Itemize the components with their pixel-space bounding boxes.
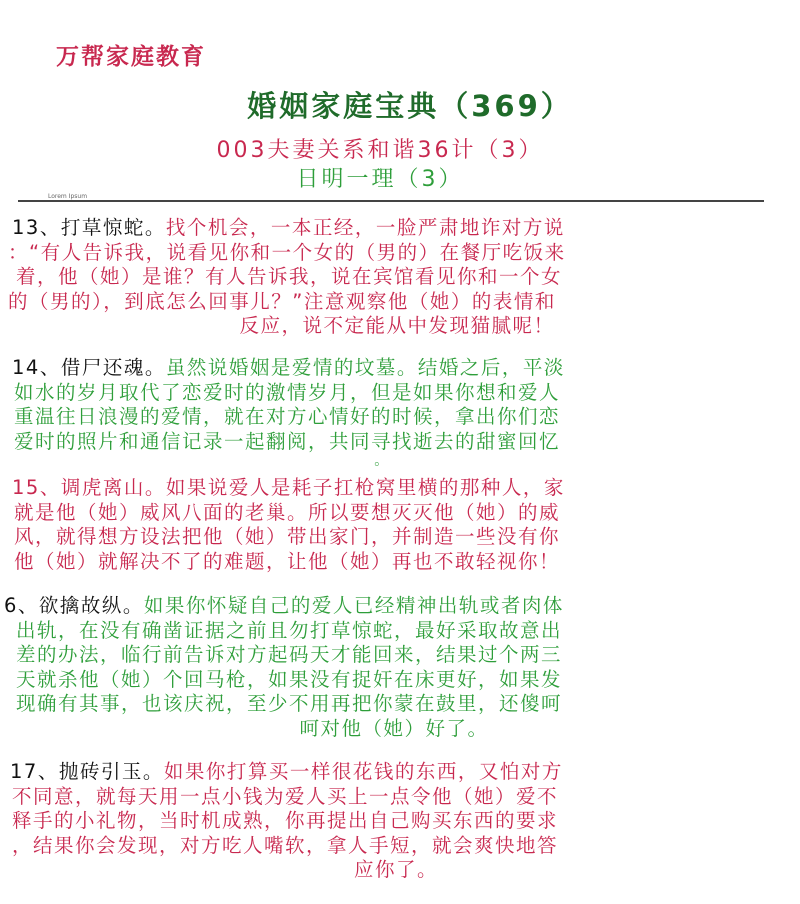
section-text-line: 着，他（她）是谁？有人告诉我，说在宾馆看见你和一个女 xyxy=(16,265,563,288)
section-text-line: 释手的小礼物，当时机成熟，你再提出自己购买东西的要求 xyxy=(12,809,559,832)
section-text-line: 风，就得想方设法把他（她）带出家门，并制造一些没有你 xyxy=(14,525,561,548)
brand-name: 万帮家庭教育 xyxy=(56,44,206,70)
section-15 xyxy=(12,476,782,574)
section-text-line: 不同意，就每天用一点小钱为爱人买上一点令他（她）爱不 xyxy=(12,784,559,808)
section-text-line: 如果说爱人是耗子扛枪窝里横的那种人，家 xyxy=(165,476,565,499)
section-text-line: 差的办法，临行前告诉对方起码天才能回来，结果过个两三 xyxy=(16,643,563,666)
section-text-line: 天就杀他（她）个回马枪，如果没有捉奸在床更好，如果发 xyxy=(16,667,563,691)
section-text-line: 找个机会，一本正经，一脸严肃地诈对方说 xyxy=(165,216,565,239)
section-14 xyxy=(12,356,782,468)
section-text-line: 的（男的），到底怎么回事儿？”注意观察他（她）的表情和 xyxy=(8,289,556,313)
section-heading: 17、抛砖引玉。 xyxy=(10,760,164,783)
section-text-line: 如果你打算买一样很花钱的东西，又怕对方 xyxy=(163,760,563,783)
section-heading: 13、打草惊蛇。 xyxy=(12,216,166,239)
section-text-line: 出轨，在没有确凿证据之前且勿打草惊蛇，最好采取故意出 xyxy=(16,618,563,642)
section-text-line: ：“有人告诉我，说看见你和一个女的（男的）在餐厅吃饭来 xyxy=(8,240,566,264)
section-text-line: 。 xyxy=(374,453,390,469)
section-text-line: 爱时的照片和通信记录一起翻阅，共同寻找逝去的甜蜜回忆 xyxy=(14,429,561,453)
section-heading: 15、调虎离山。 xyxy=(12,476,166,499)
section-17 xyxy=(10,760,782,883)
section-text-line: 就是他（她）威风八面的老巢。所以要想灭灭他（她）的威 xyxy=(14,500,561,524)
section-text-line: 应你了。 xyxy=(353,858,438,881)
page-subtitle-secondary: 日明一理（3） xyxy=(296,167,464,192)
section-text-line: 他（她）就解决不了的难题，让他（她）再也不敢轻视你！ xyxy=(14,549,561,573)
section-text-line: ，结果你会发现，对方吃人嘴软，拿人手短，就会爽快地答 xyxy=(12,833,559,857)
section-text-line: 虽然说婚姻是爱情的坟墓。结婚之后，平淡 xyxy=(165,356,565,379)
section-text-line: 重温往日浪漫的爱情，就在对方心情好的时候，拿出你们恋 xyxy=(14,405,561,428)
section-text-line: 呵对他（她）好了。 xyxy=(299,716,489,740)
section-heading: 6、欲擒故纵。 xyxy=(4,594,144,617)
section-heading: 14、借尸还魂。 xyxy=(12,356,166,379)
page-subtitle: 003夫妻关系和谐36计（3） xyxy=(216,138,544,163)
divider-label: Lorem Ipsum xyxy=(48,193,88,200)
section-text-line: 反应，说不定能从中发现猫腻呢！ xyxy=(239,314,555,337)
section-16 xyxy=(4,594,784,741)
section-text-line: 现确有其事，也该庆祝，至少不用再把你蒙在鼓里，还傻呵 xyxy=(16,692,563,715)
divider-line xyxy=(18,200,764,202)
section-text-line: 如水的岁月取代了恋爱时的激情岁月，但是如果你想和爱人 xyxy=(14,380,561,404)
page-title: 婚姻家庭宝典（369） xyxy=(247,89,573,123)
section-13 xyxy=(8,216,782,339)
section-text-line: 如果你怀疑自己的爱人已经精神出轨或者肉体 xyxy=(143,594,564,617)
